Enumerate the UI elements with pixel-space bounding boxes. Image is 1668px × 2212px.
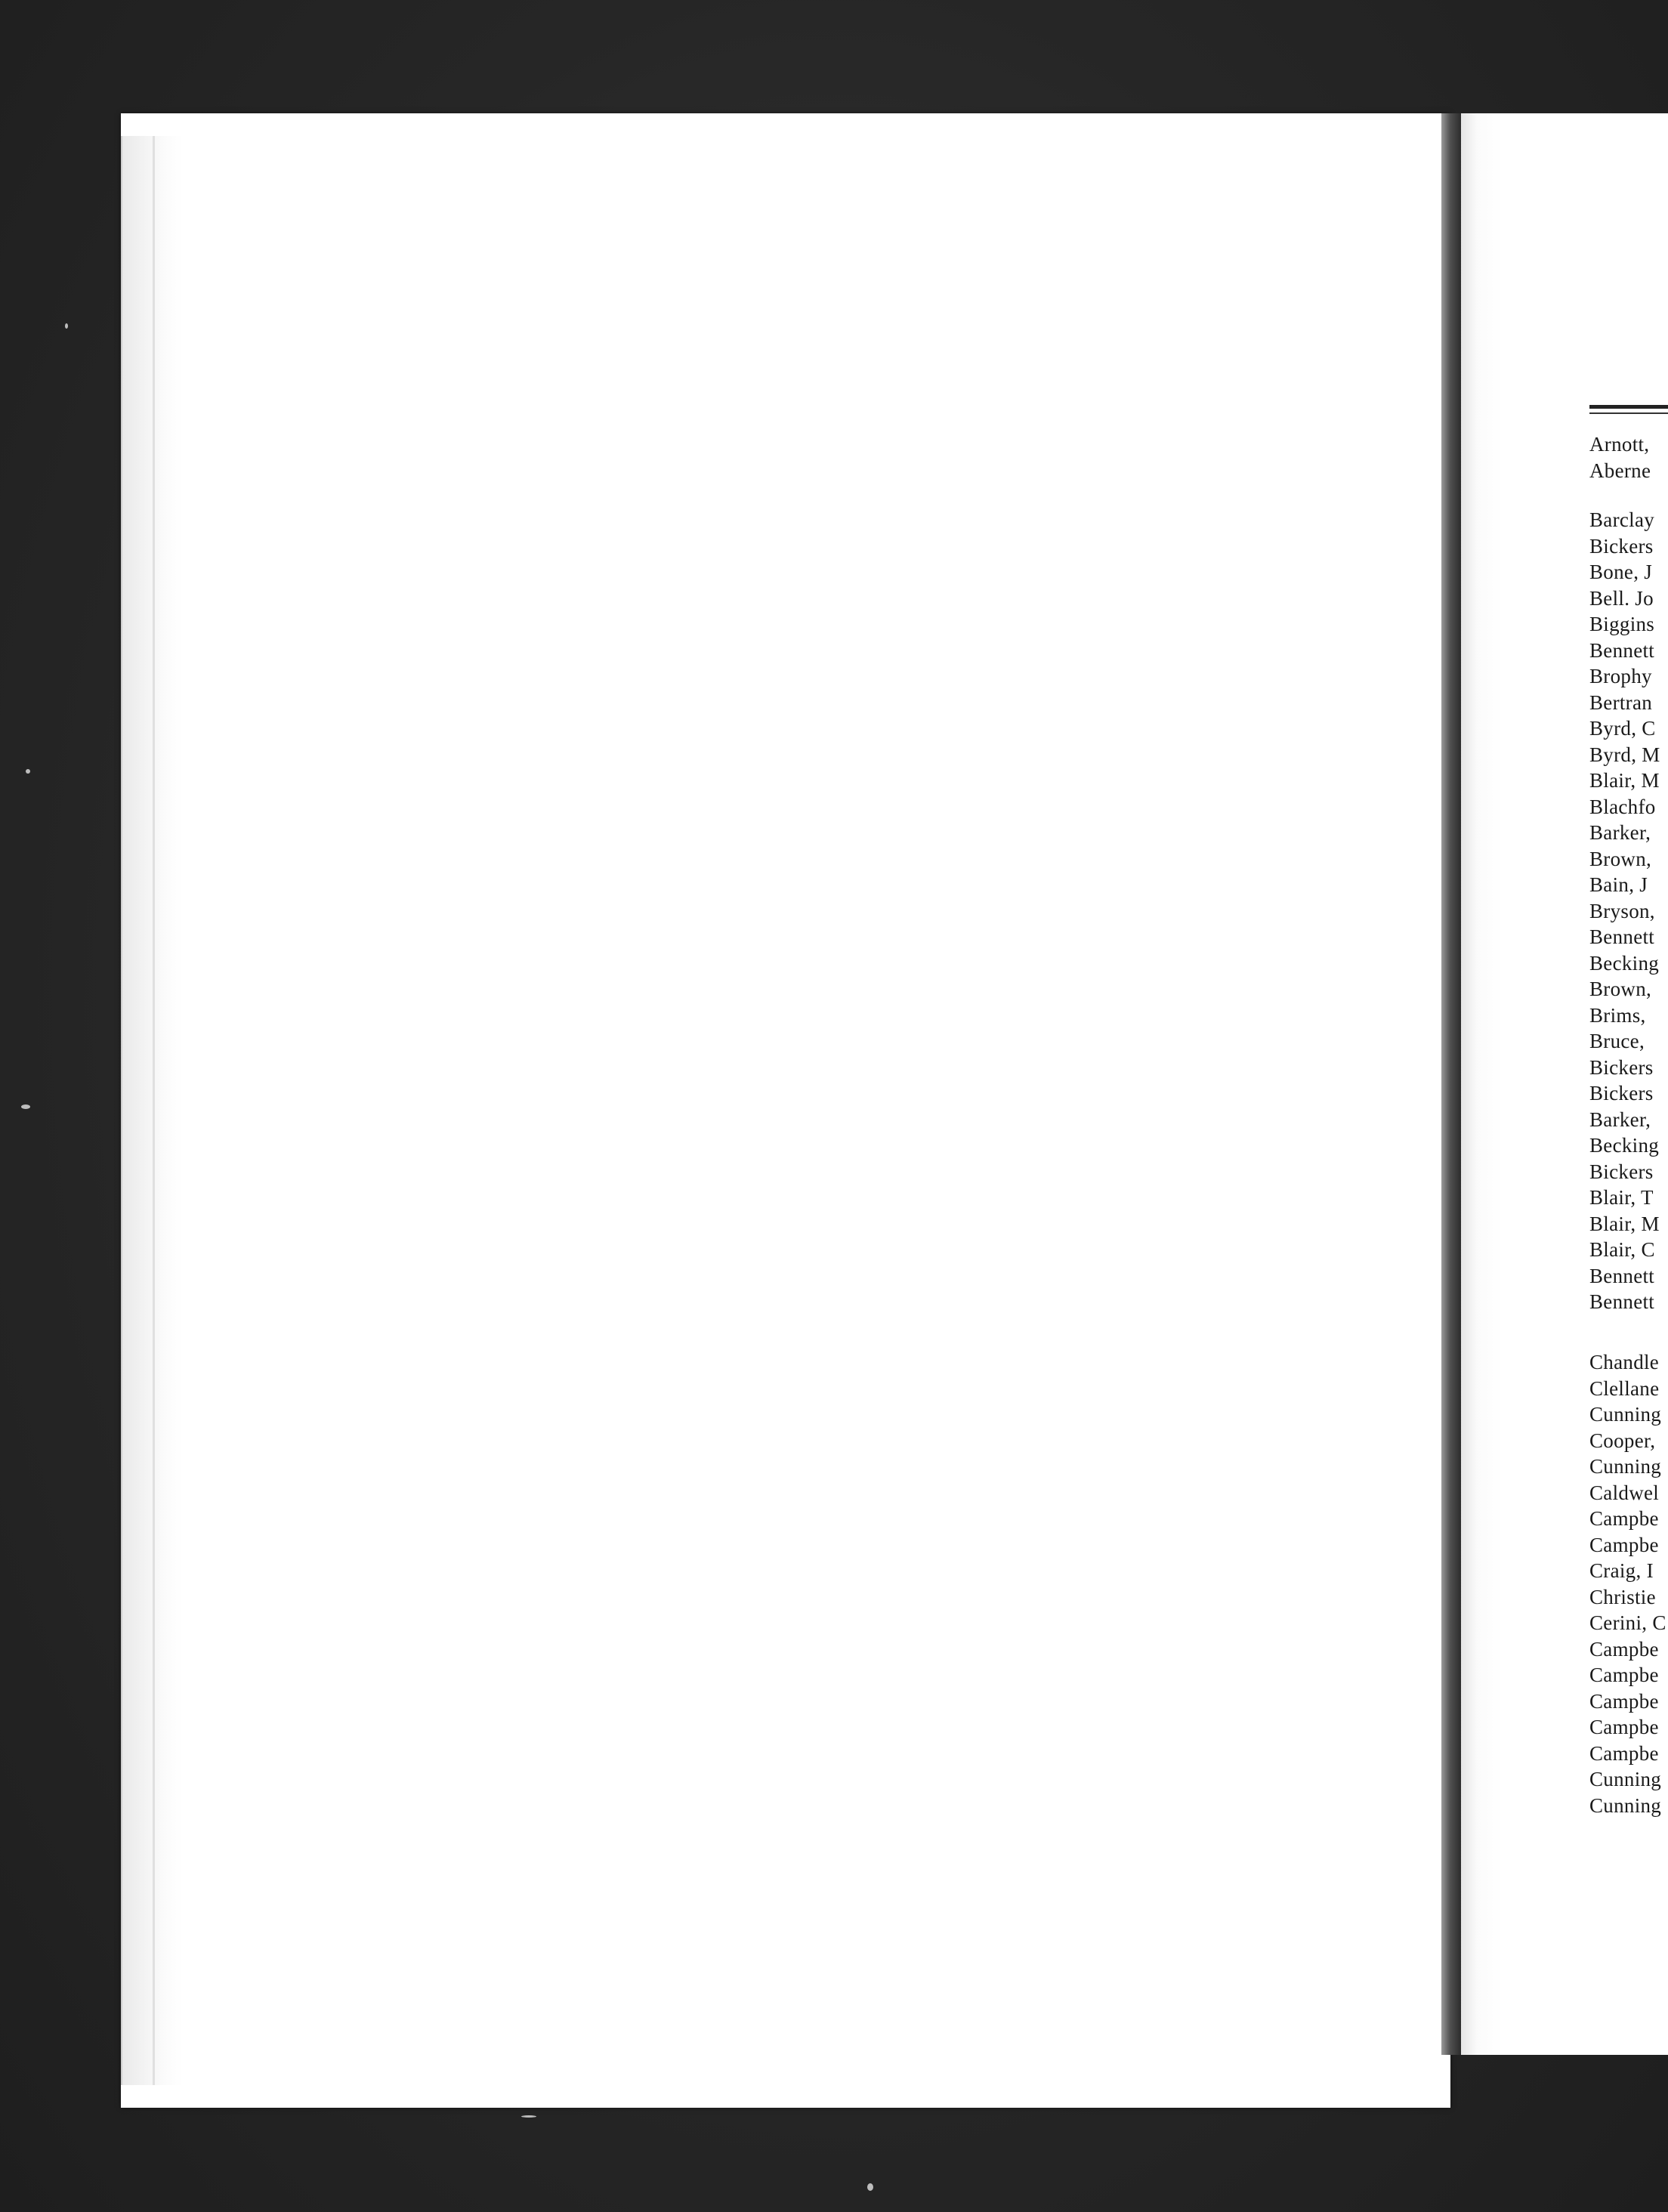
name-entry: Becking [1589,951,1660,975]
name-entry: Bain, J [1589,873,1648,896]
name-entry: Campbe [1589,1716,1659,1738]
name-entry: Campbe [1589,1689,1659,1713]
dust-speck [21,1104,30,1109]
name-entry: Clellane [1589,1376,1660,1400]
name-entry: Blair, T [1589,1186,1654,1209]
name-entry: Becking [1589,1134,1660,1157]
name-entry: Bickers [1589,1160,1654,1183]
name-entry: Barclay [1589,508,1655,531]
name-entry: Brown, [1589,978,1652,1000]
header-rule-thin [1589,412,1668,414]
name-entry: Brown, [1589,847,1652,870]
name-entry: Blachfo [1589,795,1656,818]
name-entry: Bickers [1589,1082,1654,1104]
name-entry: Blair, C [1589,1238,1655,1261]
name-entry: Christie [1589,1585,1656,1608]
left-page-blank [121,113,1450,2108]
name-entry: Bennett [1589,638,1655,662]
header-rule-thick [1589,405,1668,409]
name-entry: Campbe [1589,1507,1659,1530]
name-entry: Bruce, [1589,1030,1645,1052]
name-entry: Bennett [1589,1290,1655,1313]
name-entry: Caldwel [1589,1481,1660,1504]
dust-speck [521,2115,536,2118]
name-entry: Brophy [1589,665,1652,687]
book-gutter [1441,113,1461,2055]
right-page [1461,113,1668,2055]
name-entry: Blair, M [1589,769,1660,792]
name-entry: Cunning [1589,1403,1662,1426]
name-entry: Craig, I [1589,1559,1654,1582]
name-entry: Blair, M [1589,1212,1660,1235]
name-entry: Bickers [1589,534,1654,558]
name-entry: Bickers [1589,1055,1654,1079]
name-entry: Bryson, [1589,899,1655,922]
name-entry: Campbe [1589,1637,1659,1661]
name-entry: Byrd, M [1589,743,1660,766]
name-entry: Cooper, [1589,1429,1656,1452]
dust-speck [26,769,30,774]
name-group-b [1589,507,1660,1315]
name-entry: Bone, J [1589,561,1653,583]
name-entry: Cunning [1589,1793,1662,1817]
name-group-c [1589,1349,1666,1818]
dust-speck [65,323,68,329]
name-entry: Barker, [1589,1108,1651,1131]
name-entry: Arnott, [1589,433,1650,456]
name-entry: Chandle [1589,1351,1660,1373]
name-entry: Campbe [1589,1533,1659,1556]
dust-speck [867,2183,873,2191]
name-entry: Biggins [1589,613,1655,635]
name-entry: Bell. Jo [1589,586,1654,610]
name-entry: Bennett [1589,925,1655,948]
name-entry: Cunning [1589,1768,1662,1790]
name-entry: Cunning [1589,1455,1662,1478]
name-entry: Campbe [1589,1664,1659,1686]
name-group-a [1589,431,1651,483]
name-entry: Barker, [1589,821,1651,844]
name-entry: Bertran [1589,690,1653,714]
name-entry: Aberne [1589,459,1651,482]
name-entry: Campbe [1589,1741,1659,1765]
name-entry: Cerini, C [1589,1611,1666,1634]
name-entry: Brims, [1589,1003,1646,1027]
name-entry: Byrd, C [1589,717,1656,740]
name-entry: Bennett [1589,1264,1655,1287]
page-edge-stack [121,136,183,2085]
